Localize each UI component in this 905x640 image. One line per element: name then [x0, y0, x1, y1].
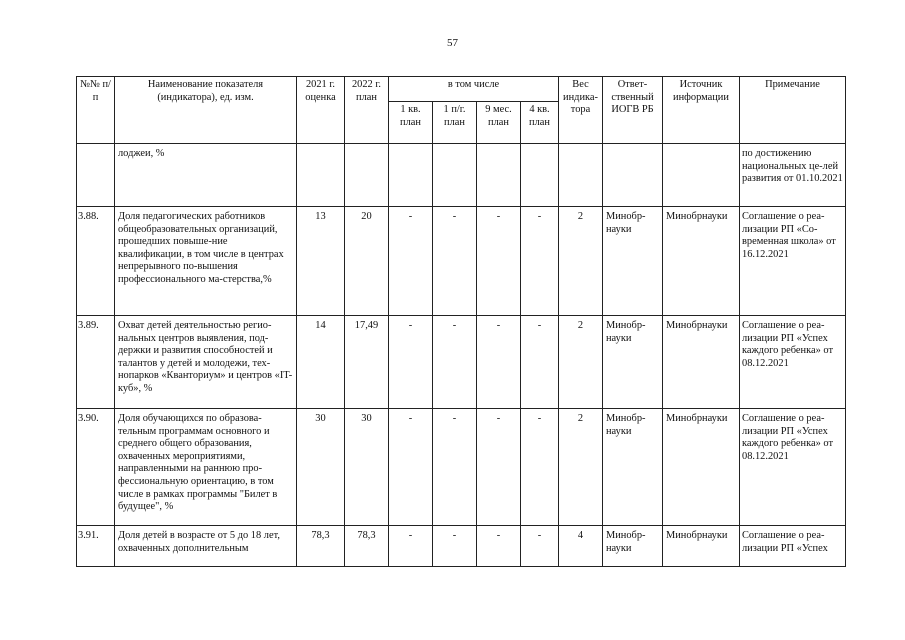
- header-source: Источник информации: [663, 77, 740, 144]
- row-weight: 2: [559, 207, 603, 316]
- row-responsible: Минобр-науки: [603, 409, 663, 526]
- row-2022: 78,3: [345, 526, 389, 567]
- table-row: [77, 207, 846, 316]
- row-responsible: Минобр-науки: [603, 207, 663, 316]
- row-2022: [345, 144, 389, 207]
- header-9m: 9 мес. план: [477, 102, 521, 144]
- row-weight: 2: [559, 409, 603, 526]
- header-2021: 2021 г. оценка: [297, 77, 345, 144]
- row-id: 3.89.: [77, 316, 115, 409]
- header-responsible: Ответ-ственный ИОГВ РБ: [603, 77, 663, 144]
- header-weight: Вес индика-тора: [559, 77, 603, 144]
- row-name: лоджеи, %: [115, 144, 297, 207]
- row-q1: -: [389, 526, 433, 567]
- row-h1: -: [433, 316, 477, 409]
- row-id: 3.91.: [77, 526, 115, 567]
- table-row: [77, 144, 846, 207]
- row-name: Доля обучающихся по образова-тельным программам основного и среднего общего образования, охваченных мероприятиями, направленными на раннюю про-фессиональную ориентацию, в том числе в рамках программы "Билет в будущее", %: [115, 409, 297, 526]
- indicators-table: [76, 76, 846, 567]
- row-source: Минобрнауки: [663, 526, 740, 567]
- row-2021: 78,3: [297, 526, 345, 567]
- row-source: Минобрнауки: [663, 207, 740, 316]
- row-name: Охват детей деятельностью регио-нальных центров выявления, под-держки и развития способностей и талантов у детей и молодежи, тех-нопарков «Кванториум» и центров «IT-куб», %: [115, 316, 297, 409]
- row-id: 3.88.: [77, 207, 115, 316]
- row-source: Минобрнауки: [663, 409, 740, 526]
- row-q4: -: [521, 409, 559, 526]
- header-num: №№ п/п: [77, 77, 115, 144]
- row-2021: 14: [297, 316, 345, 409]
- row-source: [663, 144, 740, 207]
- header-2022: 2022 г. план: [345, 77, 389, 144]
- row-q4: -: [521, 207, 559, 316]
- row-9m: -: [477, 409, 521, 526]
- row-2021: [297, 144, 345, 207]
- header-name: Наименование показателя (индикатора), ед. изм.: [115, 77, 297, 144]
- header-note: Примечание: [740, 77, 846, 144]
- table-row: [77, 409, 846, 526]
- row-h1: -: [433, 409, 477, 526]
- row-q1: -: [389, 316, 433, 409]
- row-responsible: [603, 144, 663, 207]
- row-2021: 13: [297, 207, 345, 316]
- row-responsible: Минобр-науки: [603, 316, 663, 409]
- row-name: Доля педагогических работников общеобразовательных организаций, прошедших повыше-ние квалификации, в том числе в центрах непрерывного по-вышения профессионального ма-стерства,%: [115, 207, 297, 316]
- row-h1: [433, 144, 477, 207]
- row-9m: -: [477, 316, 521, 409]
- row-note: Соглашение о реа-лизации РП «Со-временная школа» от 16.12.2021: [740, 207, 846, 316]
- row-name: Доля детей в возрасте от 5 до 18 лет, охваченных дополнительным: [115, 526, 297, 567]
- row-q1: -: [389, 207, 433, 316]
- row-note: Соглашение о реа-лизации РП «Успех: [740, 526, 846, 567]
- row-source: Минобрнауки: [663, 316, 740, 409]
- row-2022: 17,49: [345, 316, 389, 409]
- row-note: по достижению национальных це-лей развития от 01.10.2021: [740, 144, 846, 207]
- page-number: 57: [447, 37, 458, 49]
- row-2021: 30: [297, 409, 345, 526]
- row-id: 3.90.: [77, 409, 115, 526]
- table-row: [77, 526, 846, 567]
- row-2022: 30: [345, 409, 389, 526]
- row-h1: -: [433, 526, 477, 567]
- table-row: [77, 316, 846, 409]
- row-q1: -: [389, 409, 433, 526]
- row-note: Соглашение о реа-лизации РП «Успех каждого ребенка» от 08.12.2021: [740, 316, 846, 409]
- row-2022: 20: [345, 207, 389, 316]
- header-h1: 1 п/г. план: [433, 102, 477, 144]
- row-9m: -: [477, 526, 521, 567]
- row-weight: [559, 144, 603, 207]
- row-q4: -: [521, 526, 559, 567]
- row-q1: [389, 144, 433, 207]
- row-9m: [477, 144, 521, 207]
- row-q4: -: [521, 316, 559, 409]
- header-q1: 1 кв. план: [389, 102, 433, 144]
- row-h1: -: [433, 207, 477, 316]
- header-including: в том числе: [389, 77, 559, 102]
- row-responsible: Минобр-науки: [603, 526, 663, 567]
- row-q4: [521, 144, 559, 207]
- row-note: Соглашение о реа-лизации РП «Успех каждого ребенка» от 08.12.2021: [740, 409, 846, 526]
- row-weight: 4: [559, 526, 603, 567]
- row-weight: 2: [559, 316, 603, 409]
- header-q4: 4 кв. план: [521, 102, 559, 144]
- header-row: [77, 77, 846, 102]
- row-id: [77, 144, 115, 207]
- row-9m: -: [477, 207, 521, 316]
